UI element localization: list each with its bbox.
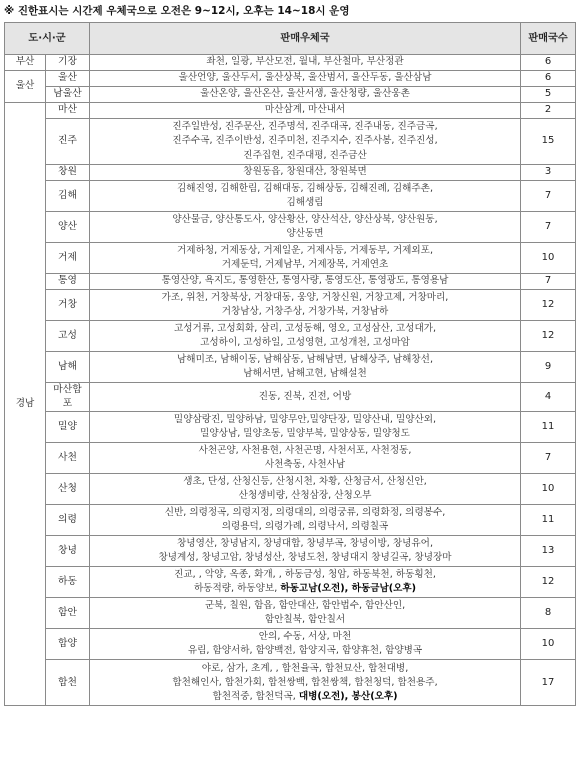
count-cell: 10 (521, 629, 576, 660)
count-cell: 17 (521, 660, 576, 706)
offices-text: 창녕계성, 창녕고암, 창녕성산, 창녕도천, 창녕대지 창녕길곡, 창녕장마 (158, 552, 452, 564)
city-cell: 마산 (46, 103, 90, 119)
table-row (5, 567, 576, 598)
table-body (5, 55, 576, 706)
offices-line (93, 413, 517, 427)
offices-line (93, 390, 517, 404)
count-cell: 11 (521, 505, 576, 536)
city-cell: 거제 (46, 243, 90, 274)
offices-cell (90, 87, 521, 103)
province-cell: 울산 (5, 71, 46, 103)
offices-cell (90, 443, 521, 474)
offices-line (93, 322, 517, 336)
offices-cell (90, 71, 521, 87)
offices-line (93, 165, 517, 179)
count-cell: 10 (521, 243, 576, 274)
offices-line (93, 537, 517, 551)
offices-line (93, 690, 517, 704)
offices-line (93, 506, 517, 520)
offices-line (93, 336, 517, 350)
offices-text: 밀양삼랑진, 밀양하남, 밀양무안,밀양단장, 밀양산내, 밀양산외, (173, 414, 437, 426)
count-cell: 12 (521, 290, 576, 321)
count-cell: 4 (521, 383, 576, 412)
offices-text: 양산물금, 양산통도사, 양산황산, 양산석산, 양산상북, 양산원동, (172, 213, 438, 225)
offices-text: 고성거류, 고성회화, 삼리, 고성동해, 영오, 고성삼산, 고성대가, (173, 322, 437, 334)
offices-line (93, 427, 517, 441)
offices-cell (90, 629, 521, 660)
offices-line (93, 613, 517, 627)
city-cell: 김해 (46, 181, 90, 212)
offices-cell (90, 290, 521, 321)
offices-text: 사천축동, 사천사남 (264, 459, 346, 471)
offices-text: 남해서면, 남해고현, 남해설천 (243, 368, 367, 379)
offices-line (93, 475, 517, 489)
offices-text: 가조, 위천, 거창북상, 거창대동, 웅양, 거창신원, 거창고제, 거창마리, (161, 291, 449, 303)
offices-line (93, 274, 517, 288)
offices-cell (90, 212, 521, 243)
offices-line (93, 630, 517, 644)
offices-text: 합천해인사, 합천가회, 합천쌍백, 합천쌍책, 합천청덕, 합천용주, (172, 676, 438, 688)
city-cell: 함안 (46, 598, 90, 629)
offices-text: 고성하이, 고성하일, 고성영현, 고성개천, 고성마암 (200, 337, 410, 348)
offices-line (93, 87, 517, 101)
city-cell: 남해 (46, 352, 90, 383)
offices-text: 남해미조, 남해이동, 남해삼동, 남해남면, 남해상주, 남해창선, (177, 353, 433, 365)
offices-text: 사천곤양, 사천용현, 사천곤명, 사천서포, 사천정동, (198, 445, 412, 457)
province-cell: 경남 (5, 103, 46, 706)
offices-text: 하동적량, 하동양보, (193, 583, 281, 595)
offices-cell (90, 274, 521, 290)
offices-line (93, 244, 517, 258)
count-cell: 7 (521, 212, 576, 243)
offices-text: 울산언양, 울산두서, 울산상북, 울산범서, 울산두동, 울산삼남 (178, 72, 432, 84)
table-row (5, 165, 576, 181)
count-cell: 11 (521, 412, 576, 443)
city-cell: 남울산 (46, 87, 90, 103)
offices-cell (90, 55, 521, 71)
table-row (5, 352, 576, 383)
count-cell: 9 (521, 352, 576, 383)
offices-line (93, 55, 517, 69)
offices-text: 김해진영, 김해한림, 김해대동, 김해상동, 김해진례, 김해주촌, (177, 182, 433, 194)
count-cell: 8 (521, 598, 576, 629)
offices-cell (90, 505, 521, 536)
city-cell: 거창 (46, 290, 90, 321)
offices-cell (90, 567, 521, 598)
offices-text: 김해생림 (286, 197, 324, 208)
offices-line (93, 551, 517, 565)
offices-text: 야로, 삼가, 초계, , 합천율곡, 합천묘산, 합천대병, (201, 662, 409, 674)
offices-text: 합천적중, 합천덕곡, (212, 691, 299, 702)
offices-text: 거제둔덕, 거제남부, 거제장목, 거제연초 (221, 259, 389, 270)
offices-text: 진주집현, 진주대평, 진주금산 (243, 149, 367, 161)
offices-cell (90, 412, 521, 443)
offices-line (93, 644, 517, 658)
count-cell: 3 (521, 165, 576, 181)
offices-line (93, 568, 517, 582)
offices-cell (90, 103, 521, 119)
offices-cell (90, 474, 521, 505)
offices-line (93, 353, 517, 367)
table-row (5, 383, 576, 412)
offices-cell (90, 352, 521, 383)
table-row (5, 119, 576, 165)
footnote: ※ 진한표시는 시간제 우체국으로 오전은 9~12시, 오후는 14~18시 운영 (4, 5, 350, 17)
offices-text: 마산삼계, 마산내서 (264, 104, 346, 116)
sales-office-table (4, 22, 576, 706)
header-offices: 판매우체국 (90, 23, 521, 55)
count-cell: 12 (521, 567, 576, 598)
offices-cell (90, 321, 521, 352)
city-cell: 의령 (46, 505, 90, 536)
count-cell: 12 (521, 321, 576, 352)
count-cell: 10 (521, 474, 576, 505)
offices-text: 함안칠북, 함안칠서 (264, 614, 346, 626)
table-row (5, 321, 576, 352)
offices-line (93, 305, 517, 319)
offices-cell (90, 243, 521, 274)
table-row (5, 103, 576, 119)
city-cell: 합양 (46, 629, 90, 660)
offices-line (93, 599, 517, 613)
offices-text: 울산온양, 울산온산, 울산서생, 울산청량, 울산웅촌 (200, 88, 410, 100)
table-row (5, 290, 576, 321)
city-cell: 울산 (46, 71, 90, 87)
table-row (5, 212, 576, 243)
offices-text: 진동, 진북, 진전, 어방 (258, 391, 352, 403)
count-cell: 7 (521, 443, 576, 474)
city-cell: 진주 (46, 119, 90, 165)
offices-line (93, 120, 517, 134)
count-cell: 2 (521, 103, 576, 119)
offices-text: 통영산양, 욕지도, 통영한산, 통영사량, 통영도산, 통영광도, 통영용남 (161, 275, 449, 287)
offices-cell (90, 660, 521, 706)
table-row (5, 598, 576, 629)
count-cell: 7 (521, 274, 576, 290)
offices-text: 거창남상, 거창주상, 거창가북, 거창남하 (221, 306, 389, 317)
offices-line (93, 71, 517, 85)
table-row (5, 660, 576, 706)
offices-text: 창원동읍, 창원대산, 창원북면 (243, 166, 367, 178)
offices-cell (90, 119, 521, 165)
offices-cell (90, 383, 521, 412)
table-row (5, 629, 576, 660)
offices-line (93, 182, 517, 196)
offices-line (93, 213, 517, 227)
offices-line (93, 662, 517, 676)
offices-cell (90, 598, 521, 629)
table-row (5, 505, 576, 536)
offices-text: 밀양상남, 밀양초동, 밀양부북, 밀양상동, 밀양청도 (200, 428, 410, 440)
offices-text: 진주수곡, 진주이반성, 진주미천, 진주지수, 진주사봉, 진주진성, (172, 135, 438, 147)
offices-text: 좌천, 일광, 부산모전, 월내, 부산철마, 부산정관 (206, 56, 404, 68)
table-row (5, 443, 576, 474)
header-region: 도·시·군 (5, 23, 90, 55)
part-time-offices: 하동고남(오전), 하동금남(오후) (280, 583, 417, 595)
offices-line (93, 367, 517, 381)
count-cell: 6 (521, 71, 576, 87)
city-cell: 창녕 (46, 536, 90, 567)
offices-text: 군북, 칠원, 함읍, 함안대산, 함안법수, 함안산인, (204, 600, 406, 612)
province-cell: 부산 (5, 55, 46, 71)
offices-text: 의령용덕, 의령가례, 의령낙서, 의령칠곡 (221, 521, 389, 533)
city-cell: 통영 (46, 274, 90, 290)
offices-cell (90, 181, 521, 212)
city-cell: 마산합포 (46, 383, 90, 412)
table-row (5, 71, 576, 87)
part-time-offices: 대병(오전), 봉산(오후) (298, 691, 398, 702)
city-cell: 창원 (46, 165, 90, 181)
offices-line (93, 458, 517, 472)
count-cell: 13 (521, 536, 576, 567)
offices-line (93, 258, 517, 272)
offices-text: 산청생비량, 산청삼장, 산청오부 (238, 490, 372, 502)
offices-text: 진주일반성, 진주문산, 진주명석, 진주대곡, 진주내동, 진주금곡, (172, 121, 438, 133)
offices-cell (90, 536, 521, 567)
city-cell: 밀양 (46, 412, 90, 443)
offices-line (93, 489, 517, 503)
offices-line (93, 291, 517, 305)
offices-line (93, 520, 517, 534)
offices-line (93, 103, 517, 117)
offices-line (93, 227, 517, 241)
table-row (5, 474, 576, 505)
city-cell: 기장 (46, 55, 90, 71)
table-row (5, 274, 576, 290)
count-cell: 15 (521, 119, 576, 165)
city-cell: 합천 (46, 660, 90, 706)
city-cell: 하동 (46, 567, 90, 598)
table-row (5, 55, 576, 71)
offices-line (93, 134, 517, 148)
table-row (5, 87, 576, 103)
offices-text: 안의, 수동, 서상, 마천 (258, 631, 352, 643)
table-row (5, 536, 576, 567)
offices-text: 진교, , 악양, 옥종, 화개, , 하동금성, 청암, 하동북천, 하동횡천, (174, 569, 436, 581)
offices-line (93, 444, 517, 458)
offices-text: 창녕영산, 창녕남지, 창녕대합, 창녕부곡, 창녕이방, 창녕유어, (177, 538, 433, 550)
table-row (5, 243, 576, 274)
offices-text: 거제하청, 거제동상, 거제일운, 거제사등, 거제동부, 거제외포, (177, 244, 433, 256)
offices-text: 생초, 단성, 산청신등, 산청시천, 차황, 산청금서, 산청신안, (183, 476, 427, 488)
sales-office-table-wrapper (4, 22, 575, 706)
header-count: 판매국수 (521, 23, 576, 55)
count-cell: 6 (521, 55, 576, 71)
offices-line (93, 149, 517, 163)
table-header-row (5, 23, 576, 55)
offices-text: 유림, 함양서하, 함양백전, 함양지곡, 함양휴천, 함양병곡 (187, 645, 423, 657)
offices-line (93, 676, 517, 690)
offices-line (93, 582, 517, 596)
offices-text: 신반, 의령정곡, 의령지정, 의령대의, 의령궁류, 의령화정, 의령봉수, (164, 507, 446, 519)
offices-line (93, 196, 517, 210)
table-row (5, 412, 576, 443)
table-row (5, 181, 576, 212)
count-cell: 7 (521, 181, 576, 212)
city-cell: 양산 (46, 212, 90, 243)
count-cell: 5 (521, 87, 576, 103)
offices-text: 양산동면 (286, 228, 324, 239)
offices-cell (90, 165, 521, 181)
city-cell: 산청 (46, 474, 90, 505)
city-cell: 고성 (46, 321, 90, 352)
city-cell: 사천 (46, 443, 90, 474)
